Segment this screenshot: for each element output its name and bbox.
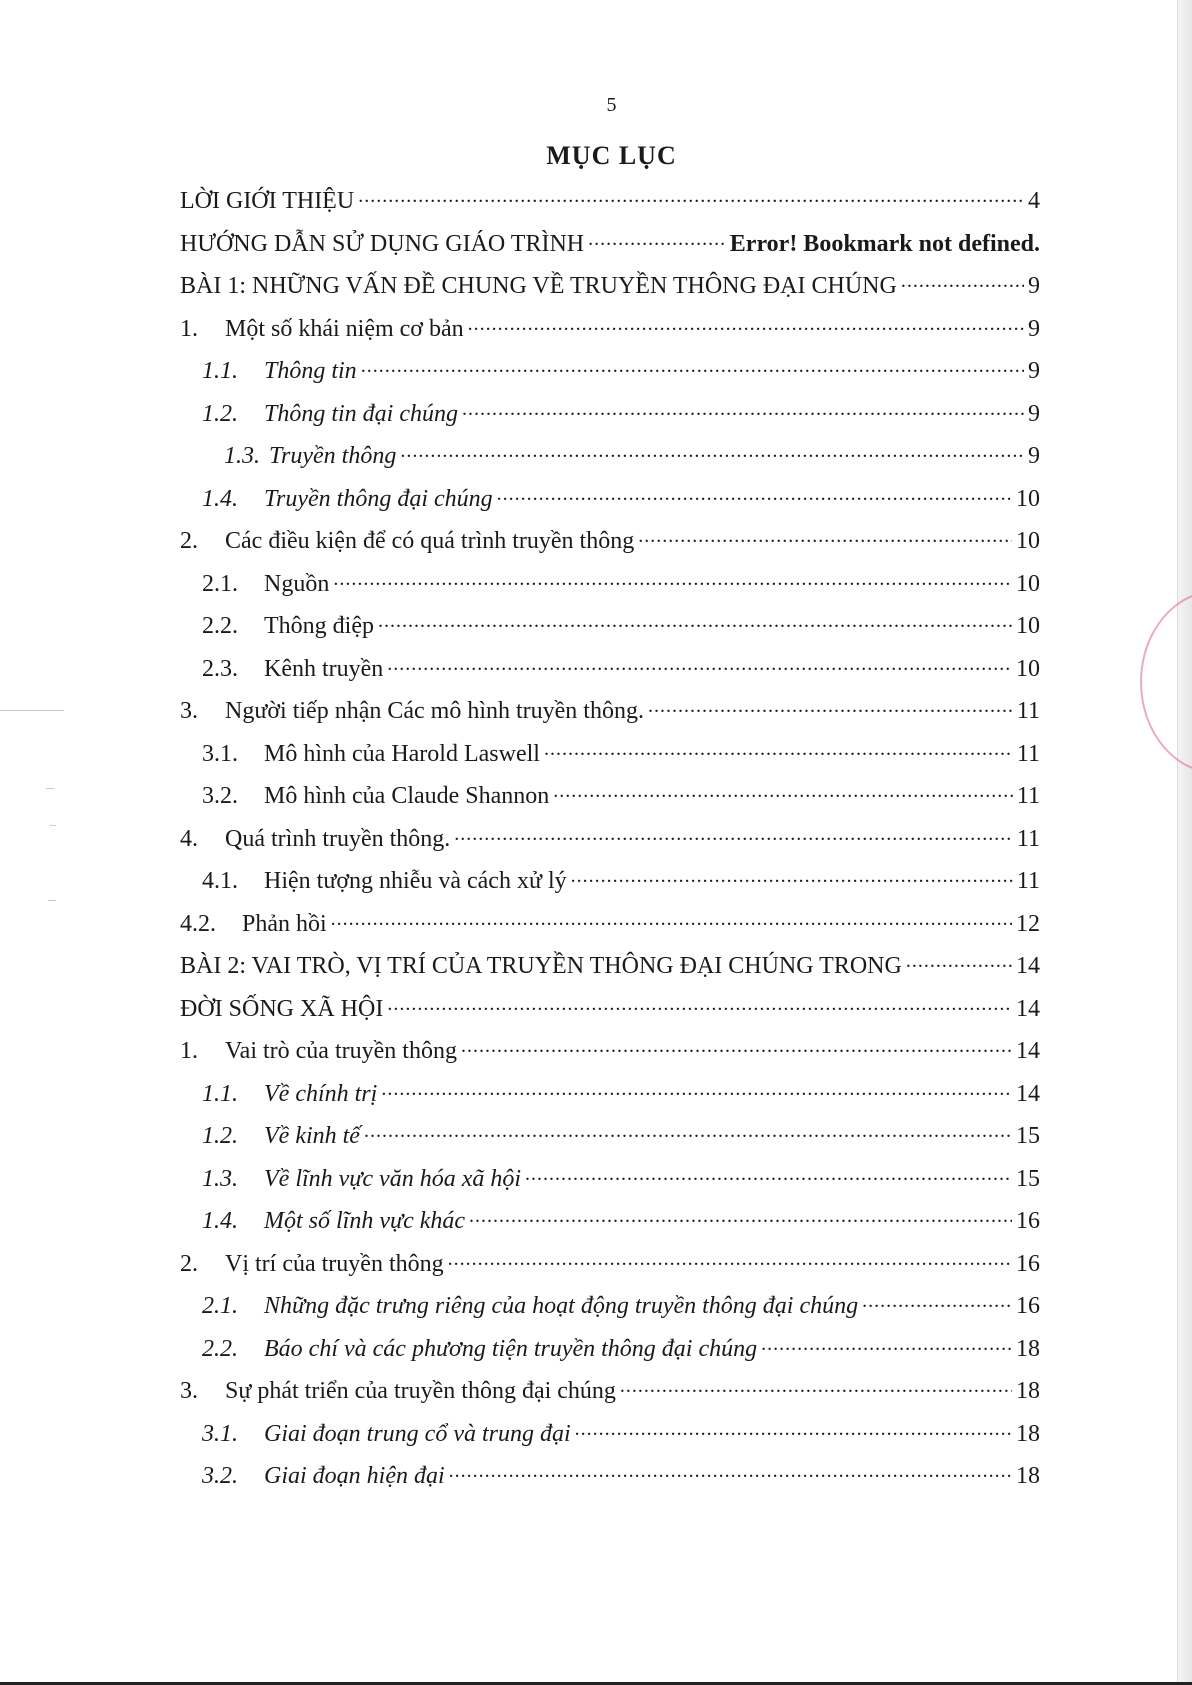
toc-entry-label: Thông điệp xyxy=(264,613,374,640)
toc-entry-page: 18 xyxy=(1016,1335,1040,1362)
toc-entry-number: 1.1. xyxy=(202,1080,238,1107)
toc-entry-label: Nguồn xyxy=(264,570,330,597)
toc-dot-leader xyxy=(461,1032,1012,1058)
toc-entry-number: 4.2. xyxy=(180,910,216,937)
page-title: MỤC LỤC xyxy=(546,141,677,170)
toc-entry-page: 16 xyxy=(1016,1293,1040,1320)
toc-dot-leader xyxy=(468,310,1024,336)
toc-entry-page: 9 xyxy=(1028,358,1040,385)
toc-dot-leader xyxy=(469,1202,1012,1228)
toc-entry[interactable] xyxy=(180,820,1040,863)
toc-entry-page: 11 xyxy=(1016,740,1040,767)
toc-entry[interactable] xyxy=(180,225,1040,268)
toc-dot-leader xyxy=(571,862,1013,888)
toc-entry-number: 2.2. xyxy=(202,613,238,640)
toc-entry[interactable] xyxy=(180,1457,1040,1500)
toc-entry[interactable] xyxy=(180,947,1040,990)
toc-entry[interactable] xyxy=(180,182,1040,225)
toc-entry-label: Kênh truyền xyxy=(264,655,384,682)
toc-entry-label: Truyền thông xyxy=(269,443,397,470)
toc-entry-label: Phản hồi xyxy=(242,910,327,937)
toc-dot-leader xyxy=(462,395,1024,421)
toc-dot-leader xyxy=(761,1330,1012,1356)
toc-entry-label: Một số khái niệm cơ bản xyxy=(225,315,464,342)
toc-dot-leader xyxy=(358,182,1024,208)
toc-entry-number: 3.2. xyxy=(202,1463,238,1490)
toc-entry[interactable] xyxy=(180,1117,1040,1160)
stamp-ring xyxy=(1140,590,1192,774)
toc-entry[interactable] xyxy=(180,352,1040,395)
toc-entry[interactable] xyxy=(180,990,1040,1033)
toc-dot-leader xyxy=(381,1075,1012,1101)
toc-entry-label: Quá trình truyền thông. xyxy=(225,825,451,852)
official-stamp xyxy=(1140,590,1192,780)
toc-entry-label: Vai trò của truyền thông xyxy=(225,1038,457,1065)
toc-entry[interactable] xyxy=(180,437,1040,480)
toc-entry-number: 2.1. xyxy=(202,1293,238,1320)
toc-dot-leader xyxy=(544,735,1013,761)
toc-entry-page: 11 xyxy=(1016,868,1040,895)
toc-entry-label: Các điều kiện để có quá trình truyền thông xyxy=(225,528,635,555)
toc-entry-label: Thông tin xyxy=(264,358,357,385)
toc-entry-page: 10 xyxy=(1016,655,1040,682)
toc-entry[interactable] xyxy=(180,1245,1040,1288)
toc-entry-number: 3. xyxy=(180,698,198,725)
toc-entry-number: 1.4. xyxy=(202,1208,238,1235)
toc-entry-number: 1.3. xyxy=(202,1165,238,1192)
toc-entry-number: 3.1. xyxy=(202,1420,238,1447)
toc-entry-page: 11 xyxy=(1016,825,1040,852)
toc-entry-page: 15 xyxy=(1016,1165,1040,1192)
toc-dot-leader xyxy=(387,650,1012,676)
toc-dot-leader xyxy=(525,1160,1012,1186)
toc-dot-leader xyxy=(449,1457,1012,1483)
toc-dot-leader xyxy=(862,1287,1012,1313)
toc-entry[interactable] xyxy=(180,650,1040,693)
toc-entry-page: 11 xyxy=(1016,783,1040,810)
toc-dot-leader xyxy=(497,480,1012,506)
toc-entry[interactable] xyxy=(180,522,1040,565)
scan-page-edge xyxy=(1177,0,1192,1685)
toc-entry[interactable] xyxy=(180,777,1040,820)
toc-entry[interactable] xyxy=(180,1372,1040,1415)
toc-entry-label: Mô hình của Harold Laswell xyxy=(264,740,540,767)
toc-entry-page: 15 xyxy=(1016,1123,1040,1150)
toc-entry-label: LỜI GIỚI THIỆU xyxy=(180,188,355,215)
toc-entry[interactable] xyxy=(180,1415,1040,1458)
toc-entry-page: 16 xyxy=(1016,1250,1040,1277)
toc-entry-label: Giai đoạn hiện đại xyxy=(264,1463,445,1490)
toc-entry-label: Mô hình của Claude Shannon xyxy=(264,783,550,810)
toc-entry-number: 2.3. xyxy=(202,655,238,682)
toc-entry[interactable] xyxy=(180,692,1040,735)
toc-entry-page: 10 xyxy=(1016,570,1040,597)
toc-dot-leader xyxy=(620,1372,1012,1398)
toc-entry-number: 3. xyxy=(180,1378,198,1405)
toc-entry-label: Về lĩnh vực văn hóa xã hội xyxy=(264,1165,522,1192)
table-of-contents xyxy=(180,182,1040,1500)
toc-dot-leader xyxy=(454,820,1013,846)
toc-entry-number: 1. xyxy=(180,1038,198,1065)
toc-dot-leader xyxy=(331,905,1012,931)
toc-entry-page: 14 xyxy=(1016,1080,1040,1107)
toc-entry[interactable] xyxy=(180,1160,1040,1203)
toc-dot-leader xyxy=(575,1415,1012,1441)
toc-entry-number: 4.1. xyxy=(202,868,238,895)
toc-entry-label: BÀI 1: NHỮNG VẤN ĐỀ CHUNG VỀ TRUYỀN THÔNG ĐẠI CHÚNG xyxy=(180,273,897,300)
toc-entry-label: Truyền thông đại chúng xyxy=(264,485,493,512)
toc-entry-label: BÀI 2: VAI TRÒ, VỊ TRÍ CỦA TRUYỀN THÔNG ĐẠI CHÚNG TRONG xyxy=(180,953,902,980)
toc-entry-page: 18 xyxy=(1016,1420,1040,1447)
toc-entry-label: Hiện tượng nhiễu và cách xử lý xyxy=(264,868,567,895)
toc-entry-page: 10 xyxy=(1016,485,1040,512)
toc-entry-page: 18 xyxy=(1016,1463,1040,1490)
toc-entry[interactable] xyxy=(180,267,1040,310)
toc-entry-label: Về chính trị xyxy=(264,1080,378,1107)
toc-entry-page: 4 xyxy=(1028,188,1040,215)
toc-dot-leader xyxy=(448,1245,1012,1271)
toc-entry-page: 18 xyxy=(1016,1378,1040,1405)
toc-dot-leader xyxy=(387,990,1012,1016)
toc-entry-page: 9 xyxy=(1028,273,1040,300)
toc-dot-leader xyxy=(648,692,1013,718)
toc-dot-leader xyxy=(333,565,1012,591)
toc-dot-leader xyxy=(588,225,726,251)
toc-entry-label: HƯỚNG DẪN SỬ DỤNG GIÁO TRÌNH xyxy=(180,230,585,257)
toc-entry-page: 9 xyxy=(1028,315,1040,342)
toc-entry[interactable] xyxy=(180,735,1040,778)
toc-entry-number: 2.1. xyxy=(202,570,238,597)
toc-entry-label: Vị trí của truyền thông xyxy=(225,1250,444,1277)
toc-entry-page: Error! Bookmark not defined. xyxy=(729,230,1040,257)
toc-entry[interactable] xyxy=(180,1287,1040,1330)
toc-entry-number: 1.3. xyxy=(224,443,260,470)
toc-entry[interactable] xyxy=(180,310,1040,353)
toc-entry-page: 10 xyxy=(1016,613,1040,640)
toc-entry-number: 4. xyxy=(180,825,198,852)
toc-entry[interactable] xyxy=(180,1202,1040,1245)
toc-entry-label: Về kinh tế xyxy=(264,1123,360,1150)
toc-entry-page: 9 xyxy=(1028,400,1040,427)
toc-dot-leader xyxy=(361,352,1024,378)
toc-entry-page: 16 xyxy=(1016,1208,1040,1235)
toc-entry-number: 1.1. xyxy=(202,358,238,385)
margin-marks xyxy=(0,700,70,920)
page-number: 5 xyxy=(606,94,617,116)
toc-entry[interactable] xyxy=(180,607,1040,650)
toc-entry-number: 2.2. xyxy=(202,1335,238,1362)
toc-dot-leader xyxy=(906,947,1012,973)
toc-entry[interactable] xyxy=(180,480,1040,523)
toc-entry[interactable] xyxy=(180,395,1040,438)
toc-entry-label: Những đặc trưng riêng của hoạt động truyền thông đại chúng xyxy=(264,1293,859,1320)
toc-entry-label: Người tiếp nhận Các mô hình truyền thông. xyxy=(225,698,644,725)
toc-entry[interactable] xyxy=(180,862,1040,905)
toc-entry[interactable] xyxy=(180,565,1040,608)
toc-entry-label: Một số lĩnh vực khác xyxy=(264,1208,466,1235)
toc-entry-label: Báo chí và các phương tiện truyền thông đại chúng xyxy=(264,1335,758,1362)
toc-entry-page: 11 xyxy=(1016,698,1040,725)
toc-entry-number: 3.2. xyxy=(202,783,238,810)
toc-entry-number: 2. xyxy=(180,528,198,555)
toc-entry-page: 14 xyxy=(1016,1038,1040,1065)
toc-dot-leader xyxy=(400,437,1024,463)
toc-entry-number: 1.4. xyxy=(202,485,238,512)
toc-entry-number: 2. xyxy=(180,1250,198,1277)
toc-entry-number: 1.2. xyxy=(202,400,238,427)
toc-entry[interactable] xyxy=(180,1032,1040,1075)
toc-entry-page: 14 xyxy=(1016,953,1040,980)
toc-entry-label: ĐỜI SỐNG XÃ HỘI xyxy=(180,995,384,1022)
toc-entry-label: Giai đoạn trung cổ và trung đại xyxy=(264,1420,571,1447)
toc-dot-leader xyxy=(364,1117,1012,1143)
toc-dot-leader xyxy=(901,267,1024,293)
toc-entry-page: 14 xyxy=(1016,995,1040,1022)
toc-entry[interactable] xyxy=(180,1075,1040,1118)
toc-entry-number: 1. xyxy=(180,315,198,342)
toc-dot-leader xyxy=(638,522,1012,548)
toc-dot-leader xyxy=(378,607,1012,633)
toc-entry-page: 9 xyxy=(1028,443,1040,470)
toc-entry[interactable] xyxy=(180,1330,1040,1373)
toc-entry-label: Sự phát triển của truyền thông đại chúng xyxy=(225,1378,616,1405)
toc-entry-page: 12 xyxy=(1016,910,1040,937)
toc-entry-number: 1.2. xyxy=(202,1123,238,1150)
toc-entry-page: 10 xyxy=(1016,528,1040,555)
toc-entry-number: 3.1. xyxy=(202,740,238,767)
toc-dot-leader xyxy=(553,777,1013,803)
toc-entry[interactable] xyxy=(180,905,1040,948)
toc-entry-label: Thông tin đại chúng xyxy=(264,400,459,427)
